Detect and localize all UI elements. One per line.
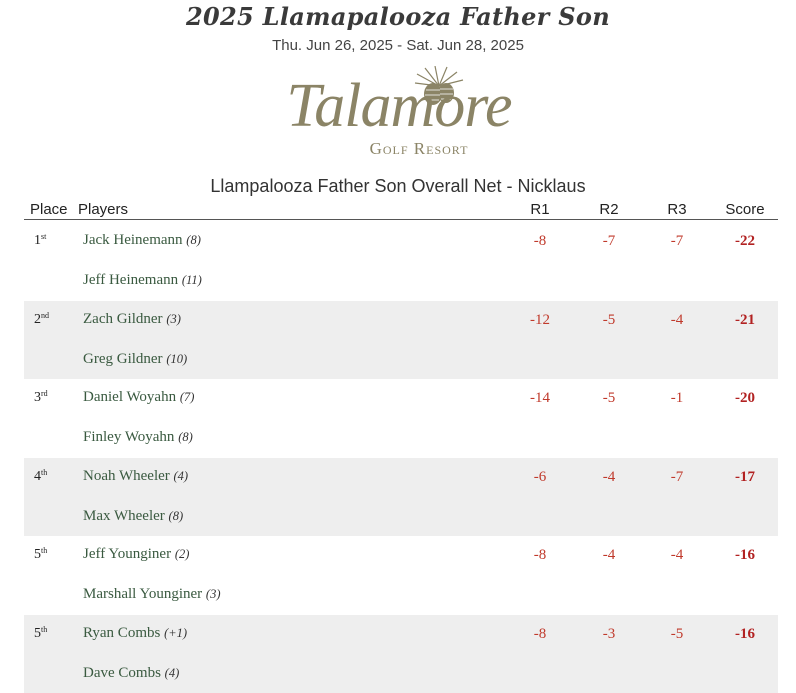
place-cell: 1st xyxy=(34,232,47,248)
player-link[interactable]: Greg Gildner (10) xyxy=(83,350,188,367)
player-link[interactable]: Jeff Heinemann (11) xyxy=(83,272,202,288)
handicap: (3) xyxy=(166,311,181,326)
header-r2: R2 xyxy=(599,201,619,218)
total-score: -20 xyxy=(735,390,755,406)
handicap: (11) xyxy=(181,273,202,287)
player-link[interactable]: Max Wheeler (8) xyxy=(83,507,184,524)
total-score: -16 xyxy=(735,625,755,642)
handicap: (4) xyxy=(173,468,189,483)
player-link[interactable]: Zach Gildner (3) xyxy=(83,310,181,327)
total-score: -16 xyxy=(735,547,755,563)
header-score: Score xyxy=(725,201,765,218)
total-score: -21 xyxy=(735,311,755,328)
round-2-score: -5 xyxy=(602,390,616,406)
team-row[interactable] xyxy=(24,379,778,458)
place-cell: 5th xyxy=(34,546,48,562)
team-row[interactable] xyxy=(24,615,778,693)
leaderboard-rows xyxy=(24,222,778,693)
handicap: (8) xyxy=(168,508,184,523)
total-score: -17 xyxy=(735,468,755,485)
round-1-score: -8 xyxy=(533,233,547,249)
header-place: Place xyxy=(30,201,68,218)
header-r3: R3 xyxy=(667,201,687,218)
player-link[interactable]: Daniel Woyahn (7) xyxy=(83,389,195,405)
logo-wordmark: Talamore xyxy=(286,72,512,140)
handicap: (8) xyxy=(178,430,193,444)
round-1-score: -8 xyxy=(533,547,547,563)
place-cell: 4th xyxy=(34,467,48,484)
player-link[interactable]: Marshall Younginer (3) xyxy=(83,586,221,602)
logo-subtitle: Golf Resort xyxy=(369,139,469,158)
place-cell: 2nd xyxy=(34,310,49,327)
handicap: (4) xyxy=(164,665,180,680)
event-dates: Thu. Jun 26, 2025 - Sat. Jun 28, 2025 xyxy=(272,37,524,54)
header-players: Players xyxy=(78,201,129,218)
team-row[interactable] xyxy=(24,222,778,301)
total-score: -22 xyxy=(735,233,755,249)
round-2-score: -3 xyxy=(602,625,616,642)
player-link[interactable]: Finley Woyahn (8) xyxy=(83,429,193,445)
round-1-score: -6 xyxy=(533,468,547,485)
place-cell: 3rd xyxy=(34,389,48,405)
event-title: 2025 Llamapalooza Father Son xyxy=(186,2,610,31)
talamore-logo xyxy=(284,66,514,164)
handicap: (7) xyxy=(179,390,195,404)
table-header xyxy=(24,199,778,220)
player-link[interactable]: Ryan Combs (+1) xyxy=(83,624,188,641)
round-2-score: -7 xyxy=(602,233,616,249)
handicap: (2) xyxy=(174,547,190,561)
round-3-score: -1 xyxy=(670,390,684,406)
place-cell: 5th xyxy=(34,624,48,641)
round-2-score: -4 xyxy=(602,468,616,485)
round-1-score: -12 xyxy=(530,311,550,328)
round-1-score: -14 xyxy=(530,390,550,406)
round-1-score: -8 xyxy=(533,625,547,642)
round-3-score: -7 xyxy=(670,233,684,249)
player-link[interactable]: Dave Combs (4) xyxy=(83,664,180,681)
team-row[interactable] xyxy=(24,301,778,380)
player-link[interactable]: Jeff Younginer (2) xyxy=(83,546,190,562)
team-row[interactable] xyxy=(24,536,778,615)
team-row[interactable] xyxy=(24,458,778,537)
round-3-score: -7 xyxy=(670,468,684,485)
round-3-score: -4 xyxy=(670,311,684,328)
header-r1: R1 xyxy=(530,201,550,218)
round-2-score: -5 xyxy=(602,311,616,328)
round-2-score: -4 xyxy=(602,547,616,563)
player-link[interactable]: Jack Heinemann (8) xyxy=(83,232,201,248)
handicap: (10) xyxy=(166,351,188,366)
round-3-score: -5 xyxy=(670,625,684,642)
player-link[interactable]: Noah Wheeler (4) xyxy=(83,467,189,484)
leaderboard-title: Llampalooza Father Son Overall Net - Nicklaus xyxy=(210,176,586,196)
handicap: (+1) xyxy=(164,625,188,640)
handicap: (8) xyxy=(186,233,201,247)
round-3-score: -4 xyxy=(670,547,684,563)
handicap: (3) xyxy=(205,587,221,601)
